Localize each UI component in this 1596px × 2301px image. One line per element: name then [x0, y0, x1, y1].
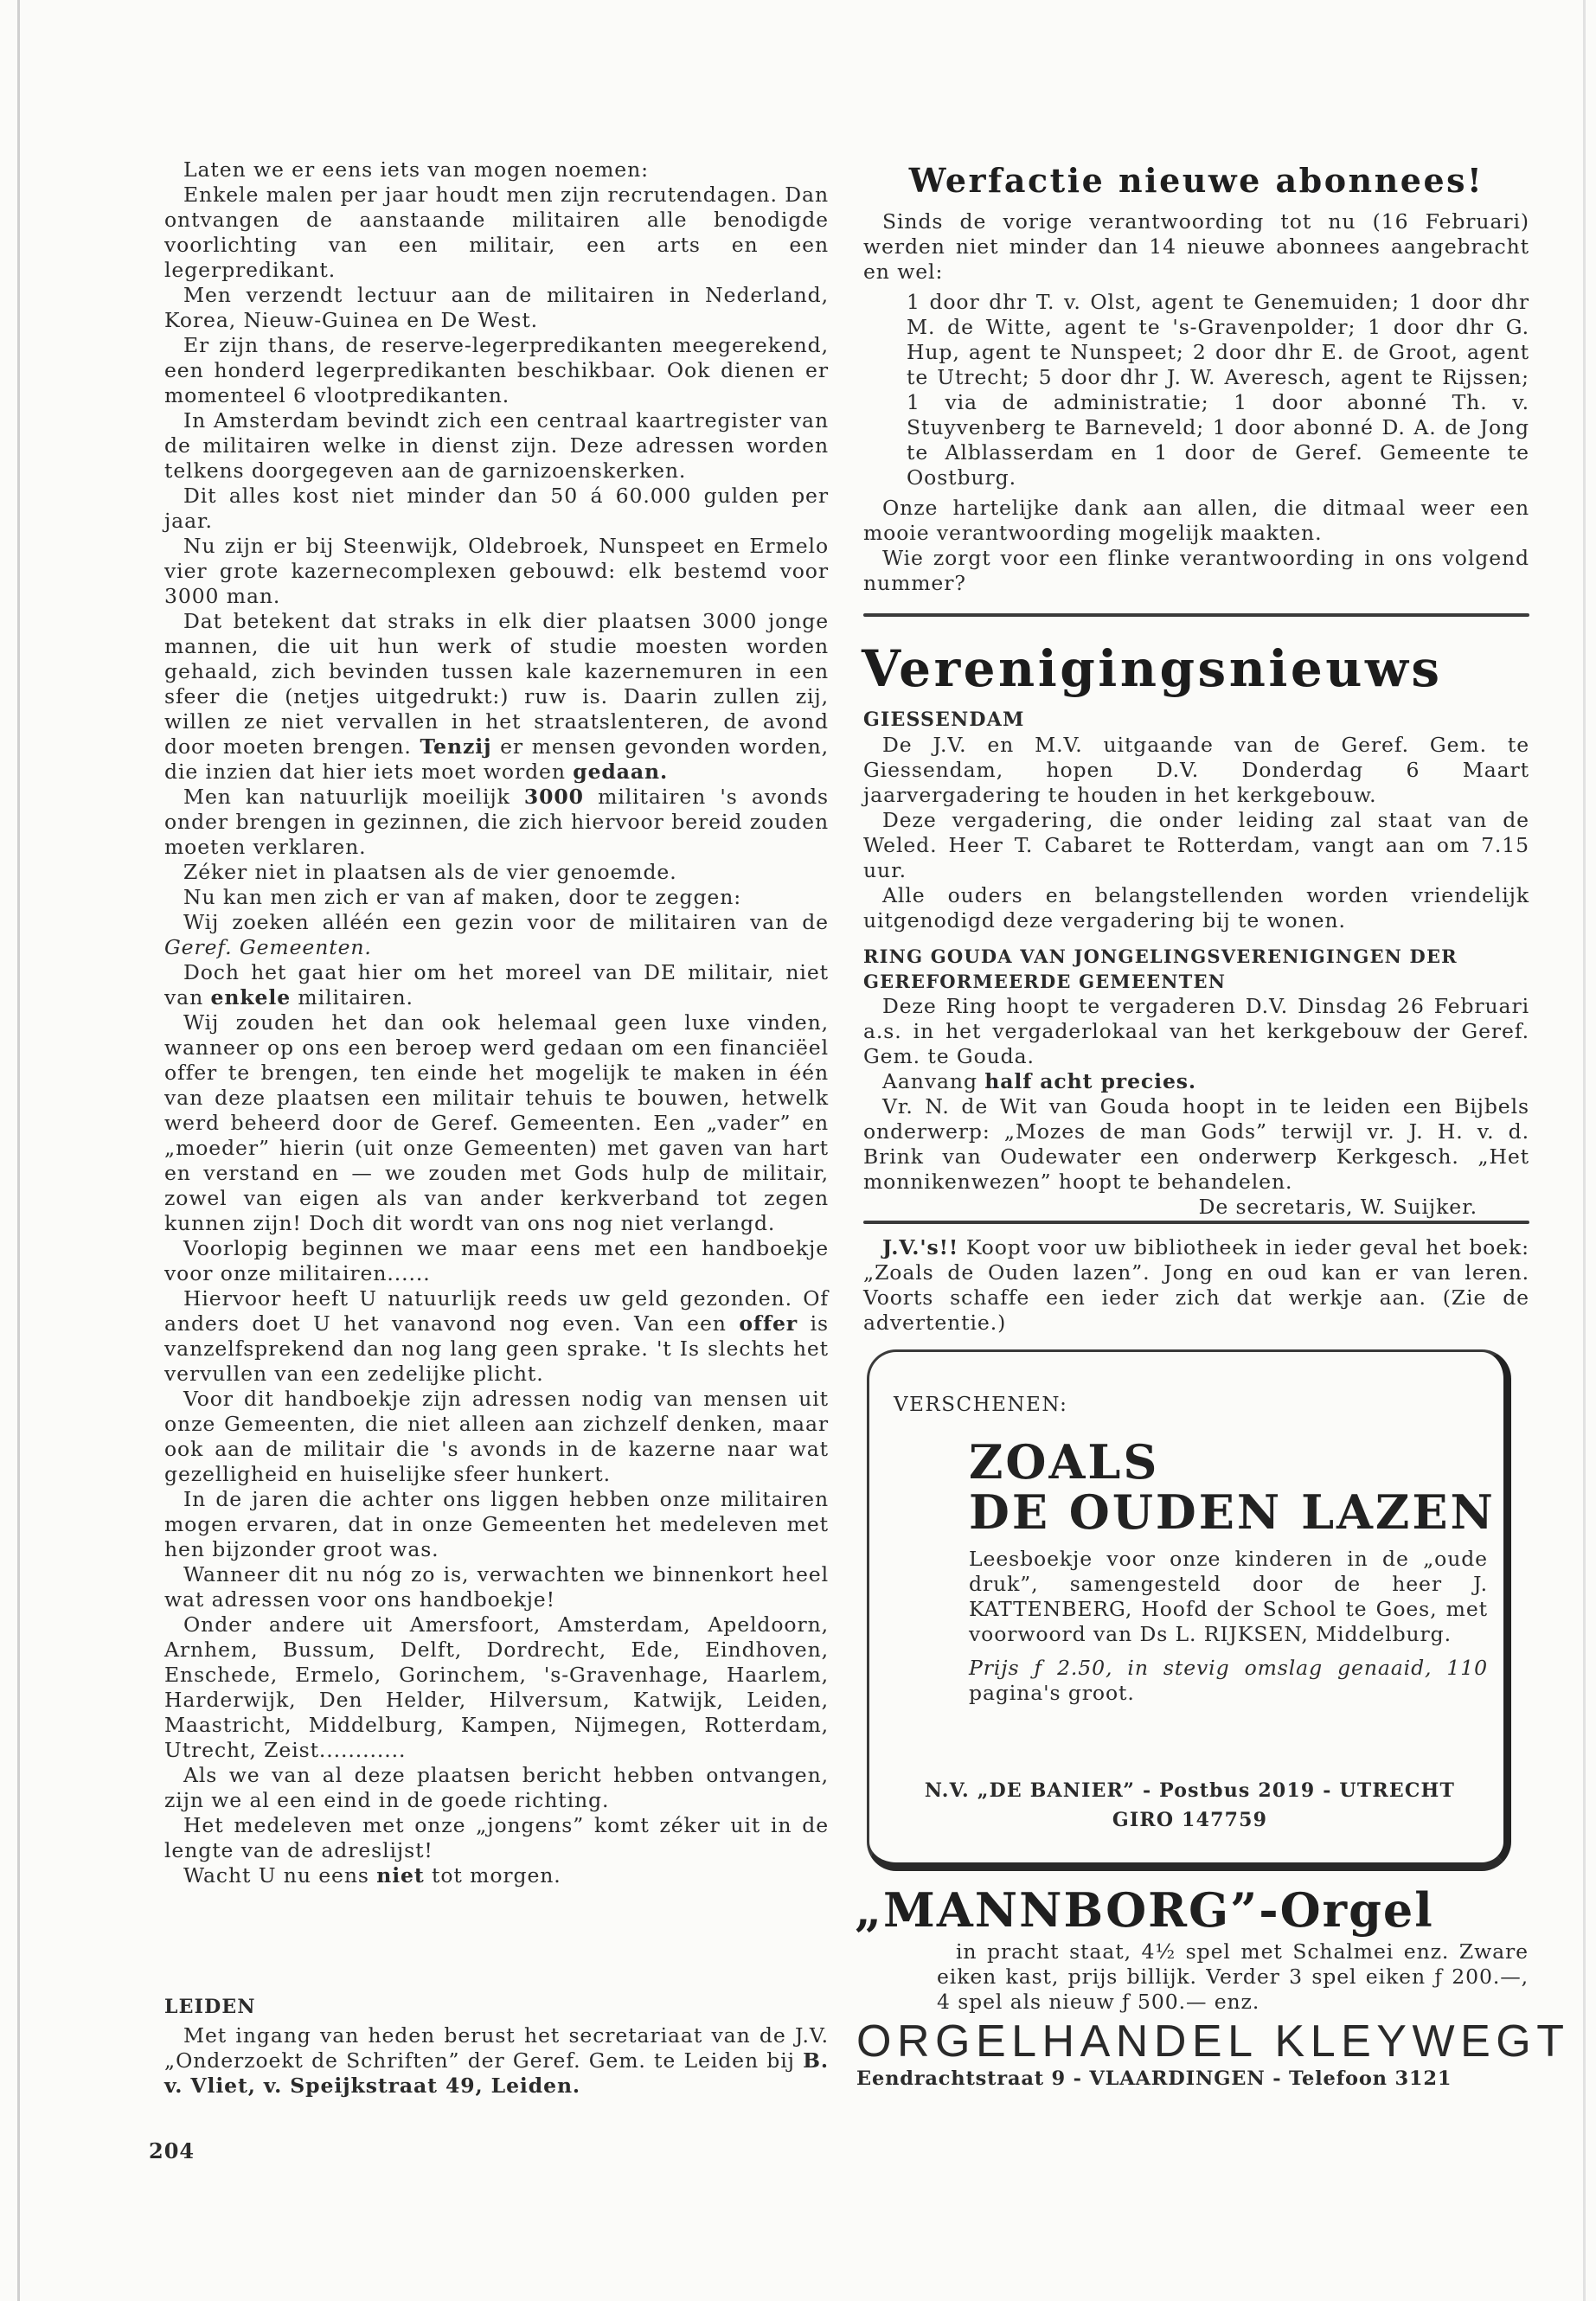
text-run: Deze vergadering, die onder leiding zal staat van de Weled. Heer T. Cabaret te Rotterdam, vangt aan om 7.15 uur. — [863, 808, 1529, 882]
text-run: Voor dit handboekje zijn adressen nodig van mensen uit onze Gemeenten, die niet alleen aan zichzelf denken, maar ook aan de militair die 's avonds in de kazerne naar wat gezelligheid en huiselijke sfeer hunkert. — [164, 1387, 829, 1486]
giessendam-heading: GIESSENDAM — [863, 708, 1025, 731]
bold-text-run: half acht precies. — [984, 1069, 1197, 1093]
text-run: Koopt voor uw bibliotheek in ieder geval het boek: „Zoals de Ouden lazen”. Jong en oud kan er van leren. Voorts schaffe een ieder zich dat werkje aan. (Zie de advertentie.) — [863, 1235, 1529, 1335]
ad-book-title-line2: DE OUDEN LAZEN — [969, 1484, 1496, 1540]
paragraph — [164, 283, 829, 333]
italic-text-run: Prijs ƒ 2.50, in stevig omslag genaaid, 110 — [969, 1656, 1488, 1680]
ad-publisher — [894, 1776, 1486, 1835]
text-run: militairen 's avonds onder brengen in gezinnen, die zich hiervoor bereid zouden moeten verklaren. — [164, 785, 829, 859]
paragraph — [164, 157, 829, 183]
paragraph — [164, 534, 829, 609]
paragraph — [164, 960, 829, 1010]
left-article — [164, 157, 829, 1888]
text-run: Wacht U nu eens — [183, 1863, 377, 1888]
paragraph — [863, 733, 1529, 808]
text-run: Wij zouden het dan ook helemaal geen luxe vinden, wanneer op ons een beroep werd gedaan om een financiëel offer te brengen, ten einde het mogelijk te maken in één van deze plaatsen een militair tehuis te bouwen, hetwelk werd beheerd door de Geref. Gemeenten. Een „vader” en „moeder” hierin (uit onze Gemeenten) met gaven van hart en verstand en — we zouden met Gods hulp de militair, zowel van eigen als van ander kerkverband tot zegen kunnen zijn! Doch dit wordt van ons nog niet verlangd. — [164, 1010, 829, 1235]
paragraph — [863, 1235, 1529, 1336]
paragraph — [164, 1236, 829, 1286]
paragraph — [164, 1863, 829, 1888]
paragraph — [164, 408, 829, 484]
verenigingsnieuws-section — [863, 708, 1529, 1220]
text-run: Doch het gaat hier om het moreel van DE militair, niet van — [164, 960, 829, 1009]
paragraph — [164, 183, 829, 283]
bold-text-run: gedaan. — [573, 760, 669, 784]
paragraph — [969, 1656, 1488, 1706]
paragraph — [863, 546, 1529, 596]
text-run: Aanvang — [882, 1069, 985, 1093]
text-run: De J.V. en M.V. uitgaande van de Geref. Gem. te Giessendam, hopen D.V. Donderdag 6 Maart jaarvergadering te houden in het kerkgebouw. — [863, 733, 1529, 807]
paragraph — [164, 609, 829, 785]
paragraph — [164, 1813, 829, 1863]
organ-dealer-name: ORGELHANDEL KLEYWEGT — [856, 2016, 1570, 2067]
paragraph — [863, 994, 1529, 1069]
paragraph — [969, 1547, 1488, 1647]
paragraph — [863, 808, 1529, 883]
ad-book-title-line1: ZOALS — [969, 1434, 1160, 1490]
bold-text-run: B. v. Vliet, v. Speijkstraat 49, Leiden. — [164, 2048, 829, 2098]
paragraph — [164, 885, 829, 910]
ring-gouda-body — [863, 994, 1529, 1195]
paragraph — [164, 1387, 829, 1487]
text-run: Nu zijn er bij Steenwijk, Oldebroek, Nunspeet en Ermelo vier grote kazernecomplexen gebouwd: elk bestemd voor 3000 man. — [164, 534, 829, 608]
text-run: Men verzendt lectuur aan de militairen in Nederland, Korea, Nieuw-Guinea en De West. — [164, 283, 829, 332]
paragraph — [863, 496, 1529, 546]
text-run: Wie zorgt voor een flinke verantwoording in ons volgend nummer? — [863, 546, 1529, 595]
text-run: militairen. — [291, 985, 413, 1009]
text-run: Met ingang van heden berust het secretariaat van de J.V. „Onderzoekt de Schriften” der Geref. Gem. te Leiden bij — [164, 2023, 829, 2073]
organ-ad-body — [937, 1939, 1529, 2015]
paragraph — [863, 1069, 1529, 1094]
text-run: Nu kan men zich er van af maken, door te zeggen: — [183, 885, 742, 909]
text-run: Wij zoeken alléén een gezin voor de militairen van de — [183, 910, 829, 934]
text-run: Voorlopig beginnen we maar eens met een handboekje voor onze militairen...... — [164, 1236, 829, 1285]
text-run: Het medeleven met onze „jongens” komt zéker uit in de lengte van de adreslijst! — [164, 1813, 829, 1862]
text-run: Als we van al deze plaatsen bericht hebben ontvangen, zijn we al een eind in de goede richting. — [164, 1763, 829, 1812]
verenigingsnieuws-title: Verenigingsnieuws — [862, 639, 1443, 698]
paragraph — [863, 1094, 1529, 1195]
text-run: Onze hartelijke dank aan allen, die ditmaal weer een mooie verantwoording mogelijk maakten. — [863, 496, 1529, 545]
paragraph — [164, 910, 829, 960]
organ-ad-title: „MANNBORG”-Orgel — [855, 1882, 1434, 1938]
paragraph — [164, 1010, 829, 1236]
werfactie-intro — [863, 209, 1529, 285]
text-run: 1 door dhr T. v. Olst, agent te Genemuiden; 1 door dhr M. de Witte, agent te 's-Gravenpolder; 1 door dhr G. Hup, agent te Nunspeet; 2 door dhr E. de Groot, agent te Utrecht; 5 door dhr J. W. Averesch, agent te Rijssen; 1 via de administratie; 1 door abonné Th. v. Stuyvenberg te Barneveld; 1 door abonné D. A. de Jong te Alblasserdam en 1 door de Geref. Gemeente te Oostburg. — [907, 290, 1529, 490]
paragraph — [164, 1562, 829, 1612]
ring-gouda-heading: RING GOUDA VAN JONGELINGSVERENIGINGEN DER GEREFORMEERDE GEMEENTEN — [863, 945, 1458, 992]
werfactie-closing — [863, 496, 1529, 596]
text-run: er mensen gevonden worden, die inzien dat hier iets moet worden — [164, 734, 829, 784]
ad-book-description — [969, 1547, 1488, 1706]
paragraph — [863, 209, 1529, 285]
text-run: Deze Ring hoopt te vergaderen D.V. Dinsdag 26 Februari a.s. in het vergaderlokaal van het kerkgebouw der Geref. Gem. te Gouda. — [863, 994, 1529, 1068]
paragraph — [164, 785, 829, 860]
paragraph — [164, 1763, 829, 1813]
bold-text-run: 3000 — [523, 785, 584, 809]
werfactie-title: Werfactie nieuwe abonnees! — [908, 161, 1484, 200]
text-run: In Amsterdam bevindt zich een centraal kaartregister van de militairen welke in dienst zijn. Deze adressen worden telkens doorgegeven aan de garnizoenskerken. — [164, 408, 829, 483]
werfactie-section — [863, 209, 1529, 596]
italic-text-run: Geref. Gemeenten. — [164, 935, 372, 959]
text-run: Sinds de vorige verantwoording tot nu (16 Februari) werden niet minder dan 14 nieuwe abonnees aangebracht en wel: — [863, 209, 1529, 284]
ad-giro: GIRO 147759 — [1112, 1809, 1268, 1831]
scan-right-edge — [1583, 0, 1586, 2301]
text-run: Er zijn thans, de reserve-legerpredikanten meegerekend, een honderd legerpredikanten beschikbaar. Ook dienen er momenteel 6 vlootpredikanten. — [164, 333, 829, 407]
paragraph — [164, 1487, 829, 1562]
text-run: tot morgen. — [424, 1863, 561, 1888]
text-run: pagina's groot. — [969, 1681, 1135, 1705]
ad-book-title — [969, 1434, 1496, 1540]
text-run: Dit alles kost niet minder dan 50 á 60.000 gulden per jaar. — [164, 484, 829, 533]
ad-publisher-name: N.V. „DE BANIER” - Postbus 2019 - UTRECHT — [924, 1779, 1456, 1802]
text-run: Leesboekje voor onze kinderen in de „oude druk”, samengesteld door de heer J. KATTENBERG, Hoofd der School te Goes, met voorwoord van Ds L. RIJKSEN, Middelburg. — [969, 1547, 1488, 1646]
bold-text-run: niet — [376, 1863, 425, 1888]
bold-text-run: J.V.'s!! — [882, 1235, 959, 1259]
section-divider — [863, 613, 1529, 617]
organ-dealer-address: Eendrachtstraat 9 - VLAARDINGEN - Telefoon 3121 — [856, 2067, 1452, 2090]
text-run: Enkele malen per jaar houdt men zijn recrutendagen. Dan ontvangen de aanstaande militairen alle benodigde voorlichting van een militair, een arts en een legerpredikant. — [164, 183, 829, 282]
paragraph — [164, 860, 829, 885]
leiden-body — [164, 2023, 829, 2099]
bold-text-run: Tenzij — [420, 734, 492, 759]
ring-gouda-signature: De secretaris, W. Suijker. — [1198, 1195, 1477, 1219]
jv-notice — [863, 1235, 1529, 1336]
text-run: Wanneer dit nu nóg zo is, verwachten we binnenkort heel wat adressen voor ons handboekje! — [164, 1562, 829, 1612]
text-run: is vanzelfsprekend dan nog lang geen sprake. 't Is slechts het vervullen van een zedelijke plicht. — [164, 1311, 829, 1386]
text-run: Laten we er eens iets van mogen noemen: — [183, 157, 649, 182]
paragraph — [164, 1286, 829, 1387]
leiden-section — [164, 1995, 829, 2099]
text-run: Zéker niet in plaatsen als de vier genoemde. — [183, 860, 677, 884]
text-run: Vr. N. de Wit van Gouda hoopt in te leiden een Bijbels onderwerp: „Mozes de man Gods” terwijl vr. J. H. v. d. Brink van Oudewater een onderwerp Kerkgesch. „Het monnikenwezen” hoopt te behandelen. — [863, 1094, 1529, 1194]
text-run: Alle ouders en belangstellenden worden vriendelijk uitgenodigd deze vergadering bij te wonen. — [863, 883, 1529, 933]
paragraph — [907, 290, 1529, 490]
text-run: Onder andere uit Amersfoort, Amsterdam, Apeldoorn, Arnhem, Bussum, Delft, Dordrecht, Ede, Eindhoven, Enschede, Ermelo, Gorinchem, 's-Gravenhage, Haarlem, Harderwijk, Den Helder, Hilversum, Katwijk, Leiden, Maastricht, Middelburg, Kampen, Nijmegen, Rotterdam, Utrecht, Zeist............ — [164, 1612, 829, 1762]
ad-description-text — [969, 1547, 1488, 1647]
paragraph — [164, 2023, 829, 2099]
paragraph — [164, 1612, 829, 1763]
werfactie-list — [907, 290, 1529, 490]
text-run: In de jaren die achter ons liggen hebben onze militairen mogen ervaren, dat in onze Gemeenten het medeleven met hen bijzonder groot was. — [164, 1487, 829, 1561]
ad-label: VERSCHENEN: — [894, 1394, 1068, 1416]
paragraph — [937, 1939, 1529, 2015]
paragraph — [863, 883, 1529, 933]
page-number: 204 — [149, 2138, 195, 2163]
scan-left-edge — [17, 0, 20, 2301]
paragraph — [164, 484, 829, 534]
text-run: in pracht staat, 4½ spel met Schalmei enz. Zware eiken kast, prijs billijk. Verder 3 spel eiken ƒ 200.—, 4 spel als nieuw ƒ 500.— enz. — [937, 1939, 1529, 2014]
bold-text-run: enkele — [210, 985, 292, 1009]
book-advertisement — [867, 1349, 1511, 1871]
giessendam-body — [863, 733, 1529, 933]
text-run: Hiervoor heeft U natuurlijk reeds uw geld gezonden. Of anders doet U het vanavond nog even. Van een — [164, 1286, 829, 1336]
section-divider — [863, 1221, 1529, 1224]
leiden-heading: LEIDEN — [164, 1996, 256, 2018]
text-run: Men kan natuurlijk moeilijk — [183, 785, 524, 809]
text-run: Dat betekent dat straks in elk dier plaatsen 3000 jonge mannen, die uit hun werk of studie moesten worden gehaald, zich bevinden tussen kale kazernemuren in een sfeer die (netjes uitgedrukt:) ruw is. Daarin zullen zij, willen ze niet vervallen in het straatslenteren, de avond door moeten brengen. — [164, 609, 829, 759]
bold-text-run: offer — [739, 1311, 798, 1336]
paragraph — [164, 333, 829, 408]
ad-price-text — [969, 1656, 1488, 1706]
